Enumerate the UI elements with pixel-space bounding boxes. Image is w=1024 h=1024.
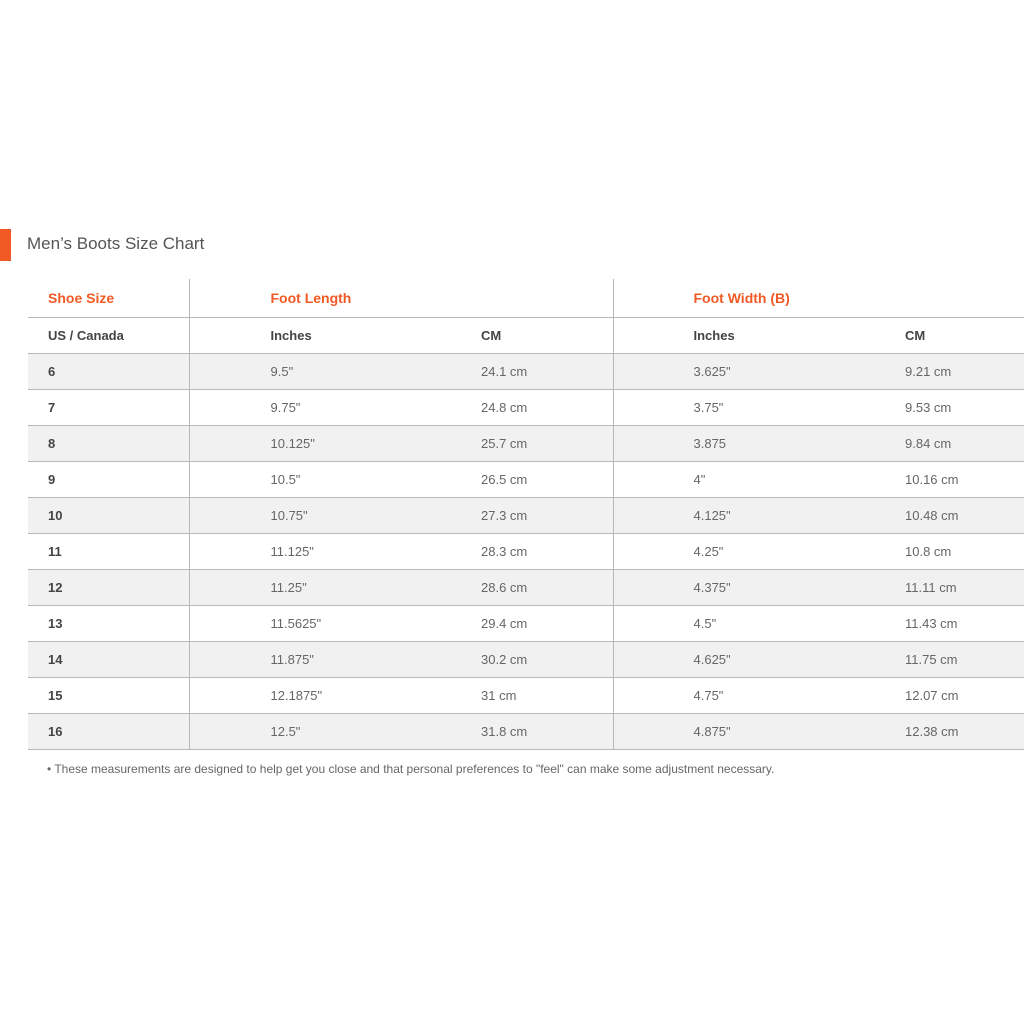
sub-header-length-inches: Inches [189, 318, 481, 354]
title-accent-bar [0, 229, 11, 261]
length-inches-cell: 9.5" [189, 354, 481, 390]
length-cm-cell: 31.8 cm [481, 714, 613, 750]
length-cm-cell: 27.3 cm [481, 498, 613, 534]
length-cm-cell: 28.3 cm [481, 534, 613, 570]
table-row [28, 534, 1024, 570]
size-cell: 10 [28, 498, 189, 534]
length-inches-cell: 11.25" [189, 570, 481, 606]
table-row [28, 606, 1024, 642]
length-cm-cell: 29.4 cm [481, 606, 613, 642]
size-cell: 7 [28, 390, 189, 426]
width-inches-cell: 4.75" [613, 678, 905, 714]
size-chart-body [28, 279, 1024, 750]
table-row [28, 426, 1024, 462]
table-row [28, 354, 1024, 390]
width-cm-cell: 11.75 cm [905, 642, 1024, 678]
length-cm-cell: 31 cm [481, 678, 613, 714]
length-inches-cell: 10.5" [189, 462, 481, 498]
length-cm-cell: 25.7 cm [481, 426, 613, 462]
length-inches-cell: 12.5" [189, 714, 481, 750]
length-inches-cell: 10.125" [189, 426, 481, 462]
width-inches-cell: 4.125" [613, 498, 905, 534]
length-inches-cell: 10.75" [189, 498, 481, 534]
size-cell: 13 [28, 606, 189, 642]
size-cell: 6 [28, 354, 189, 390]
length-cm-cell: 24.8 cm [481, 390, 613, 426]
sub-header-row [28, 318, 1024, 354]
width-inches-cell: 4" [613, 462, 905, 498]
table-row [28, 390, 1024, 426]
group-header-row [28, 279, 1024, 318]
width-cm-cell: 9.53 cm [905, 390, 1024, 426]
length-cm-cell: 26.5 cm [481, 462, 613, 498]
length-inches-cell: 11.875" [189, 642, 481, 678]
group-header-shoe-size: Shoe Size [28, 279, 189, 318]
table-row [28, 678, 1024, 714]
sub-header-us-canada: US / Canada [28, 318, 189, 354]
length-inches-cell: 11.125" [189, 534, 481, 570]
width-inches-cell: 3.75" [613, 390, 905, 426]
length-cm-cell: 28.6 cm [481, 570, 613, 606]
table-row [28, 570, 1024, 606]
size-cell: 9 [28, 462, 189, 498]
sub-header-width-inches: Inches [613, 318, 905, 354]
size-cell: 11 [28, 534, 189, 570]
width-cm-cell: 9.21 cm [905, 354, 1024, 390]
length-inches-cell: 11.5625" [189, 606, 481, 642]
length-inches-cell: 12.1875" [189, 678, 481, 714]
size-cell: 14 [28, 642, 189, 678]
table-row [28, 462, 1024, 498]
width-cm-cell: 9.84 cm [905, 426, 1024, 462]
sub-header-width-cm: CM [905, 318, 1024, 354]
width-inches-cell: 4.875" [613, 714, 905, 750]
table-row [28, 714, 1024, 750]
width-cm-cell: 11.43 cm [905, 606, 1024, 642]
footnote: • These measurements are designed to help get you close and that personal preferences to "feel" can make some adjustment necessary. [47, 762, 775, 776]
width-cm-cell: 11.11 cm [905, 570, 1024, 606]
group-header-foot-length: Foot Length [189, 279, 613, 318]
width-cm-cell: 10.8 cm [905, 534, 1024, 570]
width-cm-cell: 10.48 cm [905, 498, 1024, 534]
length-cm-cell: 30.2 cm [481, 642, 613, 678]
size-cell: 16 [28, 714, 189, 750]
width-inches-cell: 3.625" [613, 354, 905, 390]
width-cm-cell: 12.07 cm [905, 678, 1024, 714]
width-inches-cell: 4.5" [613, 606, 905, 642]
width-inches-cell: 3.875 [613, 426, 905, 462]
width-inches-cell: 4.25" [613, 534, 905, 570]
group-header-foot-width: Foot Width (B) [613, 279, 1024, 318]
size-cell: 15 [28, 678, 189, 714]
page-title: Men’s Boots Size Chart [27, 234, 205, 253]
width-cm-cell: 10.16 cm [905, 462, 1024, 498]
size-chart-table [28, 279, 1024, 750]
table-row [28, 498, 1024, 534]
width-cm-cell: 12.38 cm [905, 714, 1024, 750]
length-inches-cell: 9.75" [189, 390, 481, 426]
sub-header-length-cm: CM [481, 318, 613, 354]
width-inches-cell: 4.375" [613, 570, 905, 606]
length-cm-cell: 24.1 cm [481, 354, 613, 390]
size-cell: 12 [28, 570, 189, 606]
table-row [28, 642, 1024, 678]
size-cell: 8 [28, 426, 189, 462]
width-inches-cell: 4.625" [613, 642, 905, 678]
